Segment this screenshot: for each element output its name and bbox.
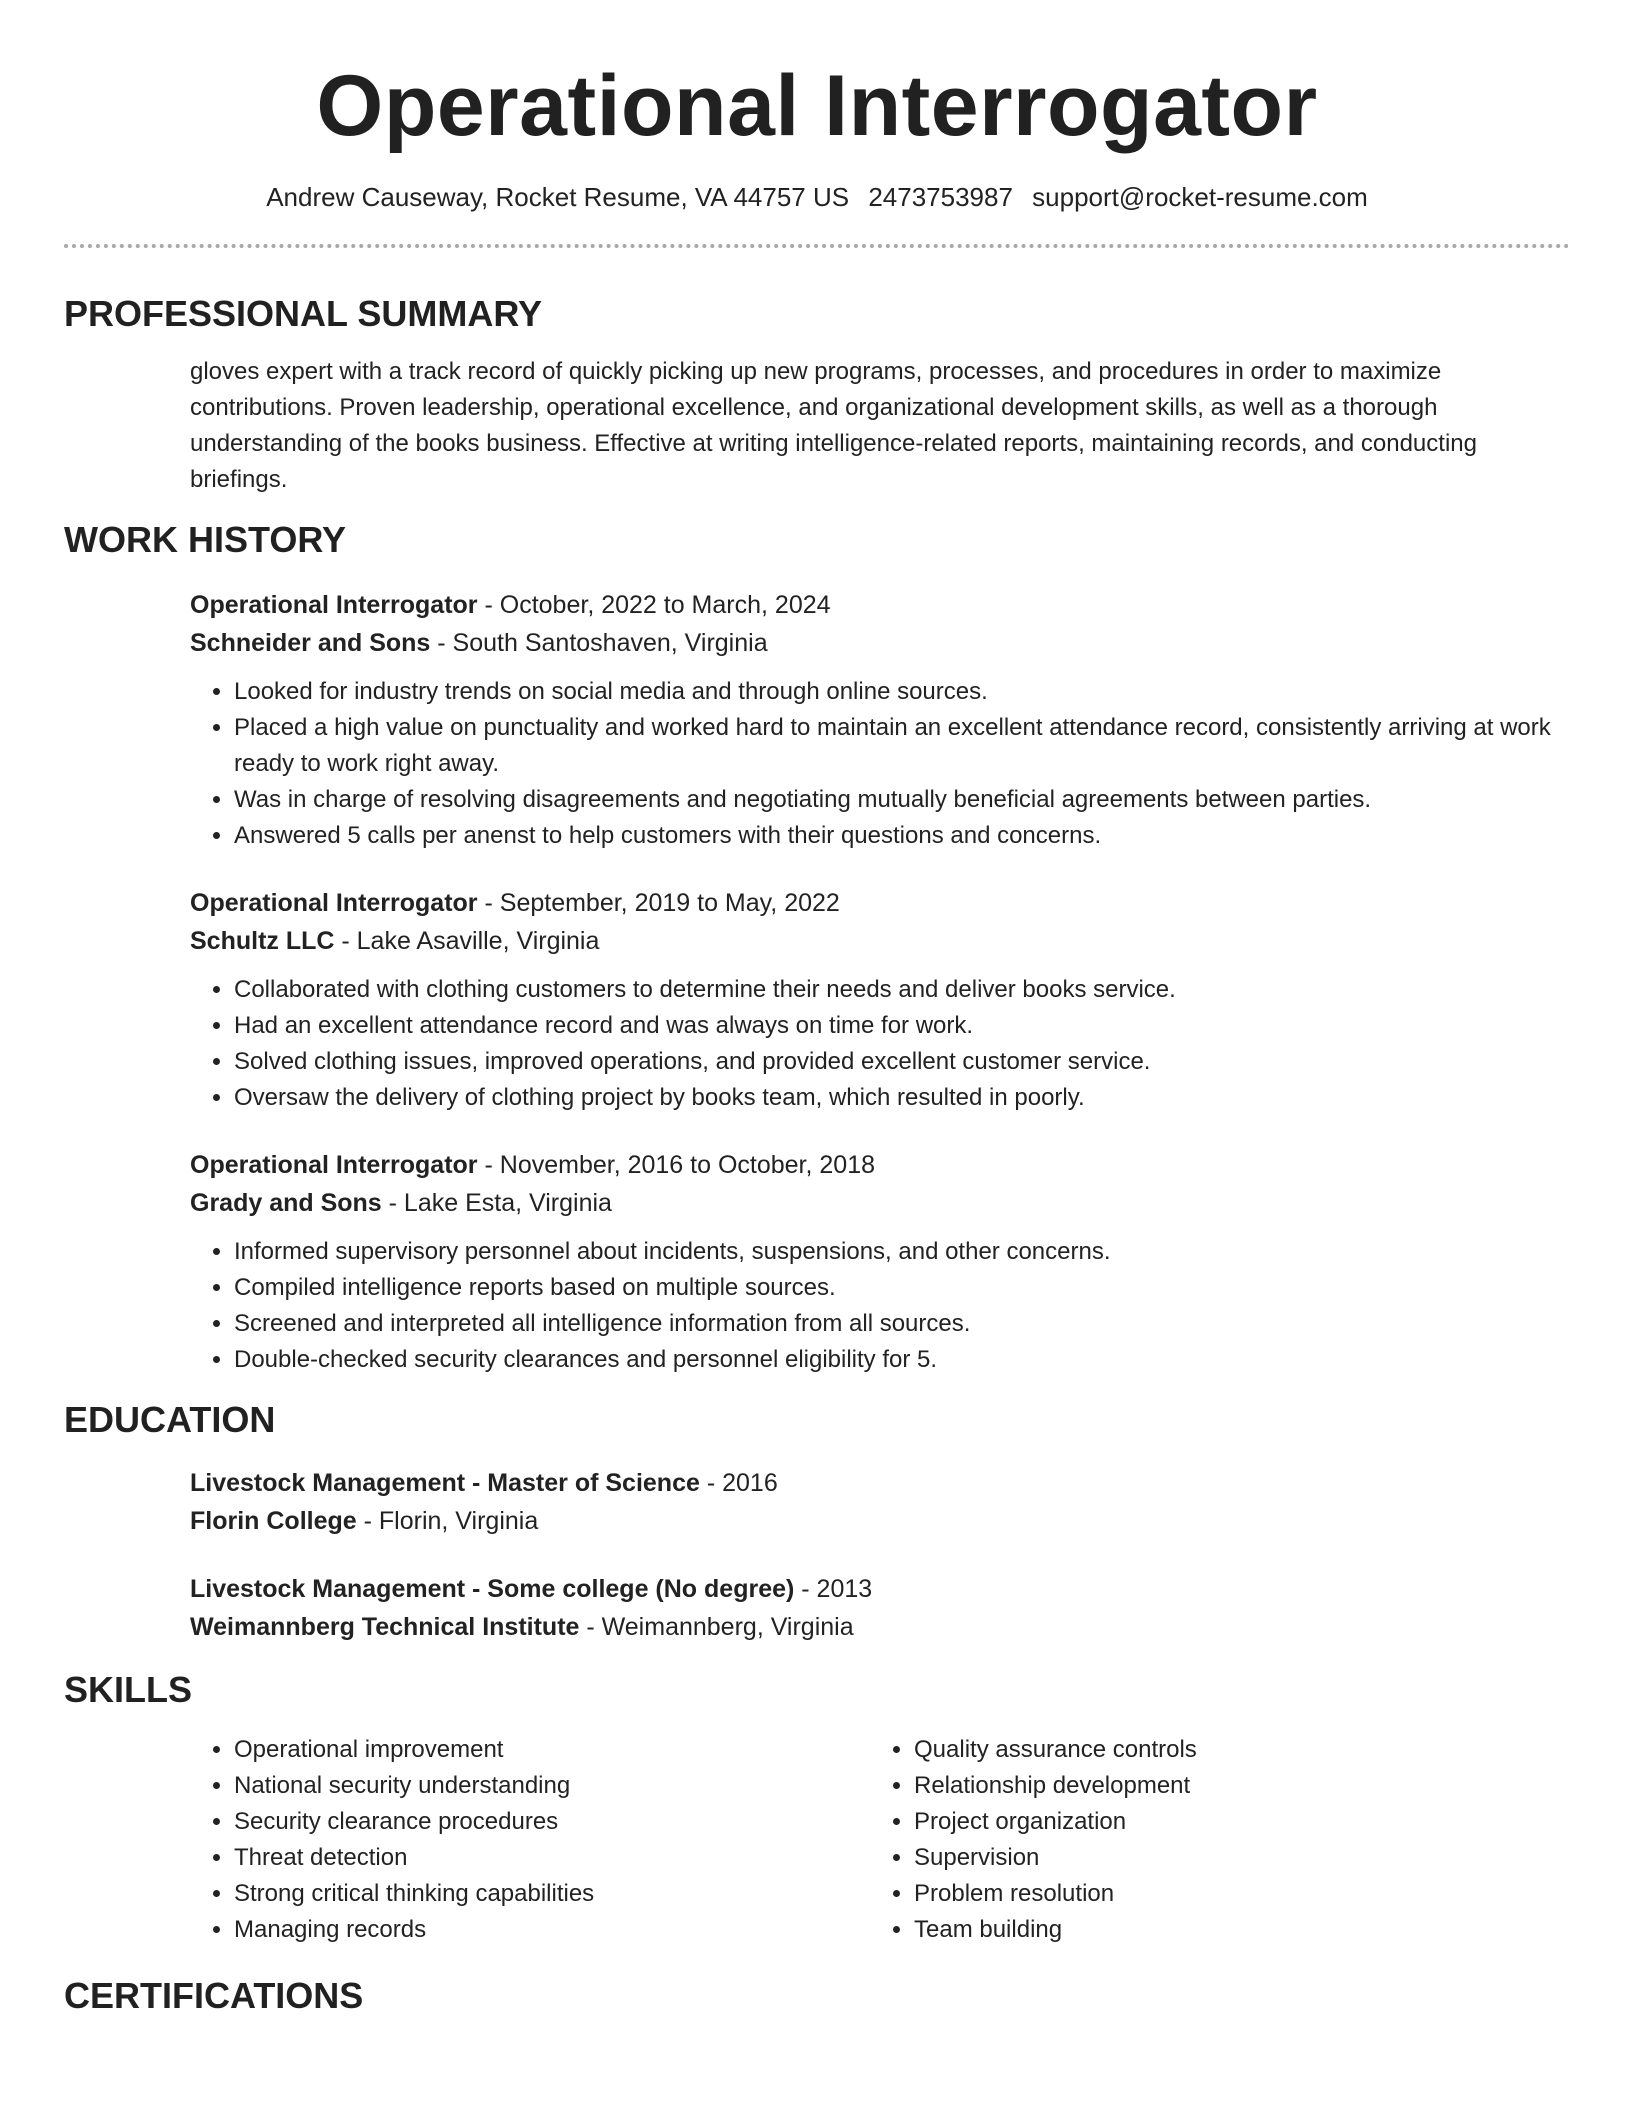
list-item: • Double-checked security clearances and personnel eligibility for 5. [234, 1342, 1570, 1378]
skill-item: • Supervision [914, 1840, 1550, 1876]
job-company-line [190, 922, 1570, 960]
job-company-line [190, 1184, 1570, 1222]
list-item: • Informed supervisory personnel about incidents, suspensions, and other concerns. [234, 1234, 1570, 1270]
job-dates: - September, 2019 to May, 2022 [477, 889, 840, 917]
skill-item: • Managing records [234, 1912, 870, 1948]
degree-line [190, 1464, 1570, 1502]
job-company-line [190, 624, 1570, 662]
job-role: Operational Interrogator [190, 1151, 478, 1179]
degree-name: Livestock Management - Some college (No degree) [190, 1575, 795, 1603]
work-history-section [190, 586, 1570, 1378]
job-location: - Lake Asaville, Virginia [334, 927, 600, 955]
job-dates: - October, 2022 to March, 2024 [477, 591, 831, 619]
job-role: Operational Interrogator [190, 591, 478, 619]
job-entry [190, 884, 1570, 1116]
education-entry [190, 1464, 1570, 1540]
skill-item: • Strong critical thinking capabilities [234, 1876, 870, 1912]
job-entry [190, 1146, 1570, 1378]
summary-text: gloves expert with a track record of quickly picking up new programs, processes, and procedures in order to maximize contributions. Proven leadership, operational excellence, and organizational development skills, as well as a thorough understanding of the books business. Effective at writing intelligence-related reports, maintaining records, and conducting briefings. [190, 358, 1477, 493]
skill-item: • National security understanding [234, 1768, 870, 1804]
school-name: Weimannberg Technical Institute [190, 1613, 580, 1641]
job-role: Operational Interrogator [190, 889, 478, 917]
job-location: - South Santoshaven, Virginia [430, 629, 768, 657]
degree-line [190, 1570, 1570, 1608]
degree-year: - 2016 [699, 1469, 778, 1497]
skill-item: • Threat detection [234, 1840, 870, 1876]
list-item: • Was in charge of resolving disagreements and negotiating mutually beneficial agreements between parties. [234, 782, 1570, 818]
job-company: Schultz LLC [190, 927, 335, 955]
contact-address: Andrew Causeway, Rocket Resume, VA 44757 US [266, 182, 850, 212]
list-item: • Oversaw the delivery of clothing project by books team, which resulted in poorly. [234, 1080, 1570, 1116]
degree-name: Livestock Management - Master of Science [190, 1469, 700, 1497]
job-bullets [190, 972, 1570, 1116]
school-location: - Weimannberg, Virginia [579, 1613, 854, 1641]
certifications-heading: CERTIFICATIONS [64, 1975, 364, 2016]
education-heading: EDUCATION [64, 1399, 276, 1440]
contact-line [64, 180, 1570, 214]
job-entry [190, 586, 1570, 854]
education-entry [190, 1570, 1570, 1646]
list-item: • Looked for industry trends on social media and through online sources. [234, 674, 1570, 710]
list-item: • Placed a high value on punctuality and worked hard to maintain an excellent attendance record, consistently arriving at work ready to work right away. [234, 710, 1570, 782]
resume-page [64, 0, 1570, 2018]
job-title-line [190, 586, 1570, 624]
skills-list-left [190, 1732, 870, 1948]
header-divider [64, 244, 1570, 248]
school-location: - Florin, Virginia [356, 1507, 539, 1535]
skill-item: • Relationship development [914, 1768, 1550, 1804]
summary-heading: PROFESSIONAL SUMMARY [64, 293, 543, 334]
skill-item: • Team building [914, 1912, 1550, 1948]
list-item: • Had an excellent attendance record and was always on time for work. [234, 1008, 1570, 1044]
list-item: • Collaborated with clothing customers to determine their needs and deliver books service. [234, 972, 1570, 1008]
education-section [190, 1464, 1570, 1646]
skill-item: • Security clearance procedures [234, 1804, 870, 1840]
resume-name: Operational Interrogator [316, 58, 1318, 154]
school-name: Florin College [190, 1507, 357, 1535]
list-item: • Compiled intelligence reports based on multiple sources. [234, 1270, 1570, 1306]
skills-list-right [870, 1732, 1550, 1948]
contact-email: support@rocket-resume.com [1032, 182, 1368, 212]
list-item: • Solved clothing issues, improved operations, and provided excellent customer service. [234, 1044, 1570, 1080]
job-bullets [190, 674, 1570, 854]
skill-item: • Quality assurance controls [914, 1732, 1550, 1768]
job-title-line [190, 884, 1570, 922]
skill-item: • Project organization [914, 1804, 1550, 1840]
summary-section [190, 354, 1570, 498]
list-item: • Screened and interpreted all intelligence information from all sources. [234, 1306, 1570, 1342]
job-title-line [190, 1146, 1570, 1184]
job-company: Grady and Sons [190, 1189, 382, 1217]
job-dates: - November, 2016 to October, 2018 [477, 1151, 876, 1179]
degree-year: - 2013 [794, 1575, 873, 1603]
job-bullets [190, 1234, 1570, 1378]
skills-grid [190, 1732, 1570, 1948]
school-line [190, 1608, 1570, 1646]
skills-heading: SKILLS [64, 1669, 193, 1710]
skills-column-left [190, 1732, 870, 1948]
school-line [190, 1502, 1570, 1540]
job-location: - Lake Esta, Virginia [381, 1189, 612, 1217]
skill-item: • Operational improvement [234, 1732, 870, 1768]
work-history-heading: WORK HISTORY [64, 519, 347, 560]
contact-phone: 2473753987 [868, 182, 1013, 212]
skill-item: • Problem resolution [914, 1876, 1550, 1912]
list-item: • Answered 5 calls per anenst to help customers with their questions and concerns. [234, 818, 1570, 854]
skills-section [190, 1732, 1570, 1948]
skills-column-right [870, 1732, 1550, 1948]
job-company: Schneider and Sons [190, 629, 431, 657]
